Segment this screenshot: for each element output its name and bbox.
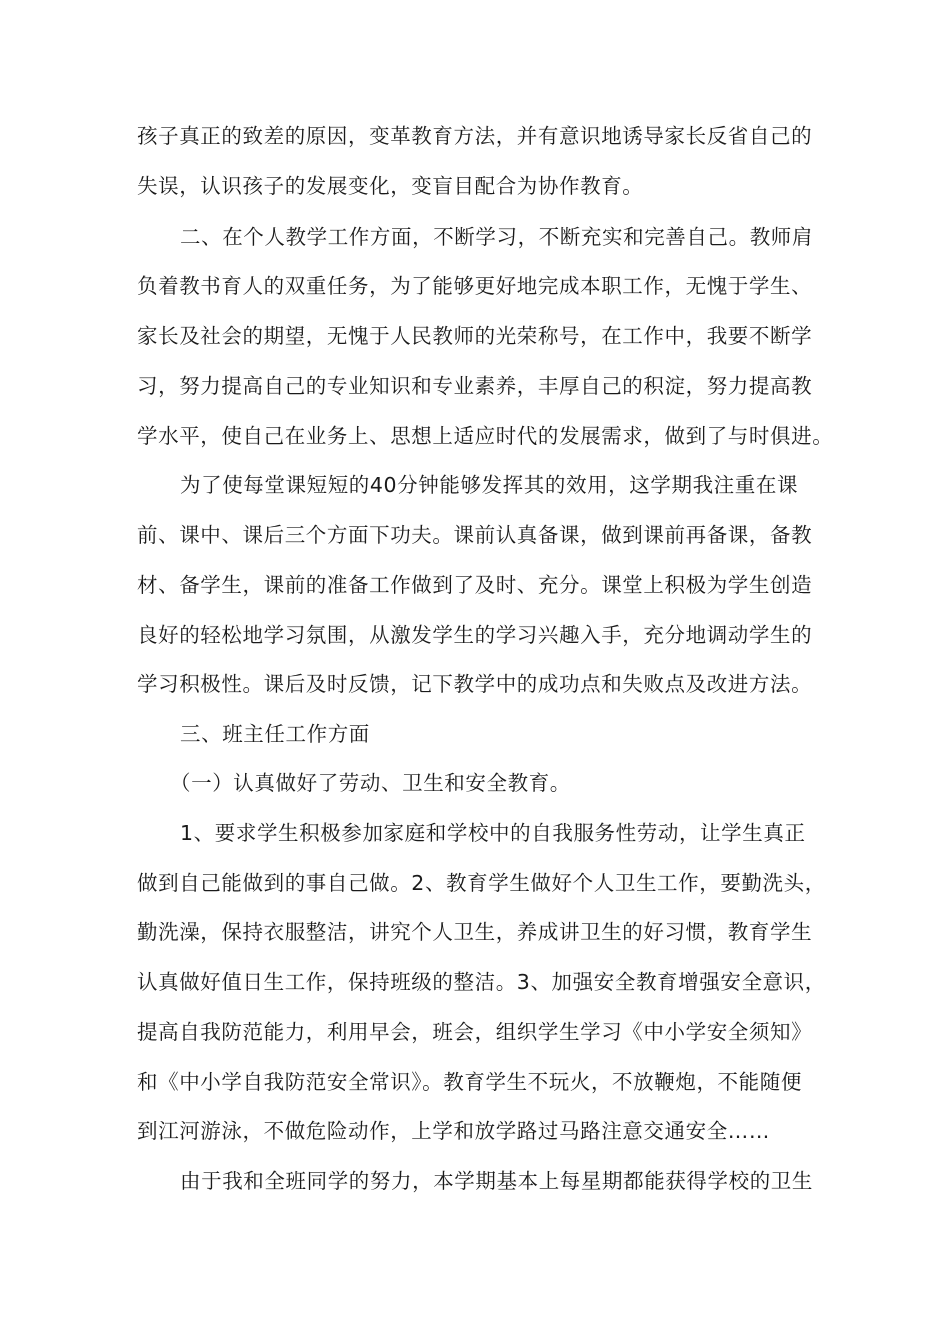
- text-line: 学水平，使自己在业务上、思想上适应时代的发展需求，做到了与时俱进。: [137, 424, 834, 448]
- text-line: 勤洗澡，保持衣服整洁，讲究个人卫生，养成讲卫生的好习惯，教育学生: [137, 920, 813, 944]
- section-heading: 三、班主任工作方面: [180, 722, 370, 746]
- paragraph-heading: 二、在个人教学工作方面，不断学习，不断充实和完善自己。教师肩: [180, 225, 813, 249]
- subsection-heading: （一）认真做好了劳动、卫生和安全教育。: [170, 771, 571, 795]
- text-line: 学习积极性。课后及时反馈，记下教学中的成功点和失败点及改进方法。: [137, 672, 813, 696]
- text-line: 由于我和全班同学的努力，本学期基本上每星期都能获得学校的卫生: [180, 1169, 813, 1193]
- text-line: 失误，认识孩子的发展变化，变盲目配合为协作教育。: [137, 174, 644, 198]
- text-line: 负着教书育人的双重任务，为了能够更好地完成本职工作，无愧于学生、: [137, 274, 813, 298]
- text-line: 认真做好值日生工作，保持班级的整洁。3、加强安全教育增强安全意识，: [137, 970, 826, 994]
- text-line: 材、备学生，课前的准备工作做到了及时、充分。课堂上积极为学生创造: [137, 573, 813, 597]
- text-line: 和《中小学自我防范安全常识》。教育学生不玩火，不放鞭炮，不能随便: [137, 1070, 802, 1094]
- text-line: 为了使每堂课短短的40分钟能够发挥其的效用，这学期我注重在课: [180, 473, 799, 497]
- text-line: 习，努力提高自己的专业知识和专业素养，丰厚自己的积淀，努力提高教: [137, 374, 813, 398]
- text-line: 前、课中、课后三个方面下功夫。课前认真备课，做到课前再备课，备教: [137, 523, 813, 547]
- text-line: 做到自己能做到的事自己做。2、教育学生做好个人卫生工作，要勤洗头，: [137, 871, 826, 895]
- text-line: 到江河游泳，不做危险动作，上学和放学路过马路注意交通安全……: [137, 1119, 770, 1143]
- text-line: 1、要求学生积极参加家庭和学校中的自我服务性劳动，让学生真正: [180, 821, 806, 845]
- text-line: 家长及社会的期望，无愧于人民教师的光荣称号，在工作中，我要不断学: [137, 324, 813, 348]
- text-line: 提高自我防范能力，利用早会，班会，组织学生学习《中小学安全须知》: [137, 1020, 813, 1044]
- text-line: 孩子真正的致差的原因，变革教育方法，并有意识地诱导家长反省自己的: [137, 124, 813, 148]
- text-line: 良好的轻松地学习氛围，从激发学生的学习兴趣入手，充分地调动学生的: [137, 623, 813, 647]
